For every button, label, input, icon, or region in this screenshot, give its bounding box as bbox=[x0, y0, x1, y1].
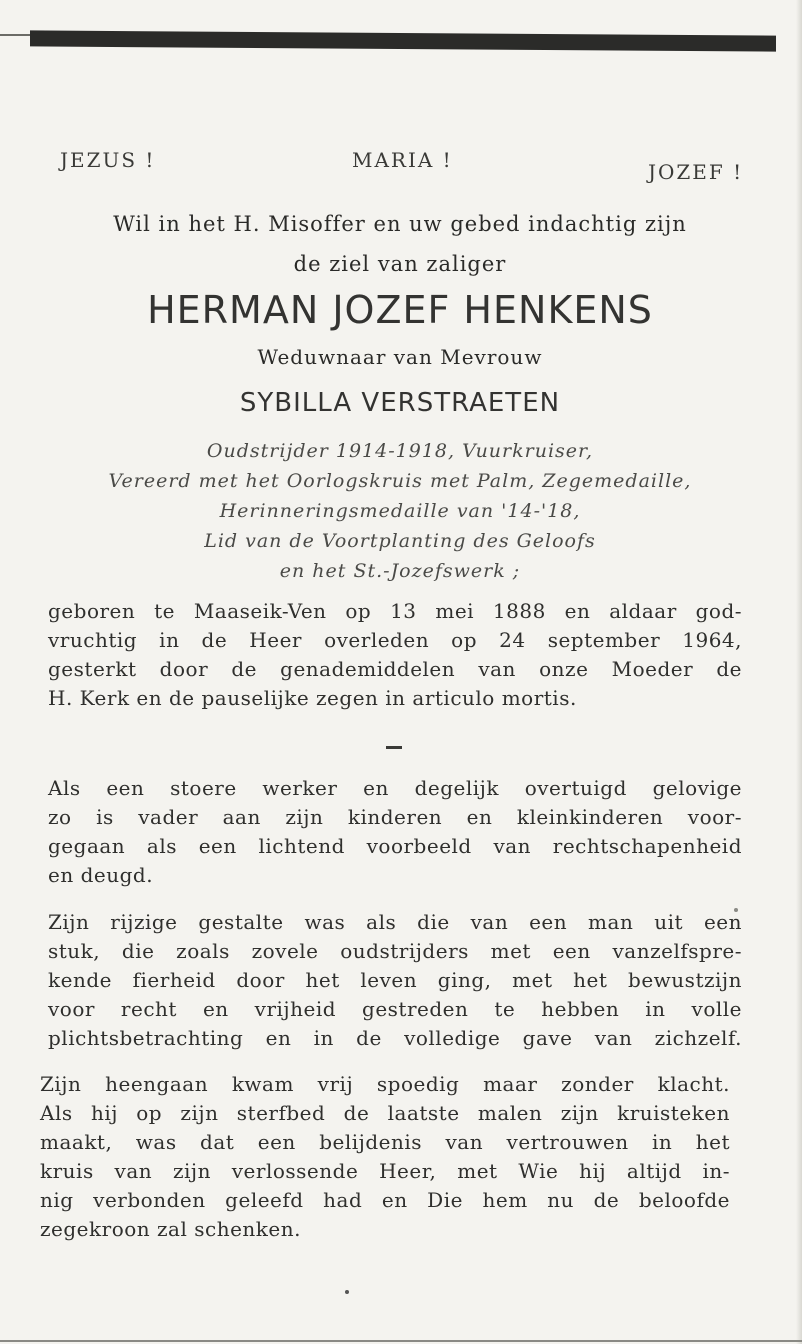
paragraph-line: Als een stoere werker en degelijk overtuigd gelovige bbox=[48, 776, 742, 800]
paragraph-line: geboren te Maaseik-Ven op 13 mei 1888 en aldaar god- bbox=[48, 599, 742, 623]
card-edge-shadow bbox=[796, 0, 802, 1344]
honor-line: Oudstrijder 1914-1918, Vuurkruiser, bbox=[206, 440, 594, 462]
paragraph-line: gegaan als een lichtend voorbeeld van rechtschapenheid bbox=[48, 834, 742, 858]
paragraph-line: kruis van zijn verlossende Heer, met Wie hij altijd in- bbox=[40, 1159, 730, 1183]
biography-paragraph bbox=[48, 597, 742, 713]
honor-line: Lid van de Voortplanting des Geloofs bbox=[204, 530, 596, 552]
closing-dot bbox=[345, 1290, 349, 1294]
honor-line: en het St.-Jozefswerk ; bbox=[279, 560, 521, 582]
deceased-name: HERMAN JOZEF HENKENS bbox=[147, 288, 653, 332]
intro-line-1: Wil in het H. Misoffer en uw gebed indachtig zijn bbox=[113, 212, 687, 236]
paragraph-line: H. Kerk en de pauselijke zegen in articulo mortis. bbox=[48, 686, 577, 710]
character-paragraph bbox=[48, 774, 742, 890]
section-divider bbox=[386, 746, 402, 749]
passing-paragraph bbox=[40, 1070, 730, 1244]
honor-line: Vereerd met het Oorlogskruis met Palm, Zegemedaille, bbox=[108, 470, 692, 492]
invocation-jozef: JOZEF ! bbox=[648, 160, 744, 184]
paragraph-line: nig verbonden geleefd had en Die hem nu de beloofde bbox=[40, 1188, 730, 1212]
paragraph-line: maakt, was dat een belijdenis van vertrouwen in het bbox=[40, 1130, 730, 1154]
paragraph-line: stuk, die zoals zovele oudstrijders met een vanzelfspre- bbox=[48, 939, 742, 963]
bottom-edge-line bbox=[0, 1340, 802, 1342]
stature-paragraph bbox=[48, 908, 742, 1053]
paragraph-line: gesterkt door de genademiddelen van onze Moeder de bbox=[48, 657, 742, 681]
paragraph-line: Zijn rijzige gestalte was als die van een man uit een bbox=[48, 910, 742, 934]
widow-line: Weduwnaar van Mevrouw bbox=[257, 345, 543, 369]
paragraph-line: en deugd. bbox=[48, 863, 154, 887]
paragraph-line: Zijn heengaan kwam vrij spoedig maar zonder klacht. bbox=[40, 1072, 730, 1096]
paragraph-line: zegekroon zal schenken. bbox=[40, 1217, 301, 1241]
invocation-maria: MARIA ! bbox=[352, 148, 453, 172]
honor-line: Herinneringsmedaille van '14-'18, bbox=[219, 500, 581, 522]
paragraph-line: kende fierheid door het leven ging, met het bewustzijn bbox=[48, 968, 742, 992]
top-black-border bbox=[30, 30, 776, 51]
paragraph-line: zo is vader aan zijn kinderen en kleinkinderen voor- bbox=[48, 805, 742, 829]
paragraph-line: Als hij op zijn sterfbed de laatste malen zijn kruisteken bbox=[40, 1101, 730, 1125]
invocation-jezus: JEZUS ! bbox=[60, 148, 156, 172]
paragraph-line: plichtsbetrachting en in de volledige gave van zichzelf. bbox=[48, 1026, 742, 1050]
paragraph-line: voor recht en vrijheid gestreden te hebben in volle bbox=[48, 997, 742, 1021]
spouse-name: SYBILLA VERSTRAETEN bbox=[239, 388, 561, 418]
paragraph-line: vruchtig in de Heer overleden op 24 september 1964, bbox=[48, 628, 742, 652]
intro-line-2: de ziel van zaliger bbox=[293, 252, 507, 276]
top-edge-line bbox=[0, 34, 30, 36]
